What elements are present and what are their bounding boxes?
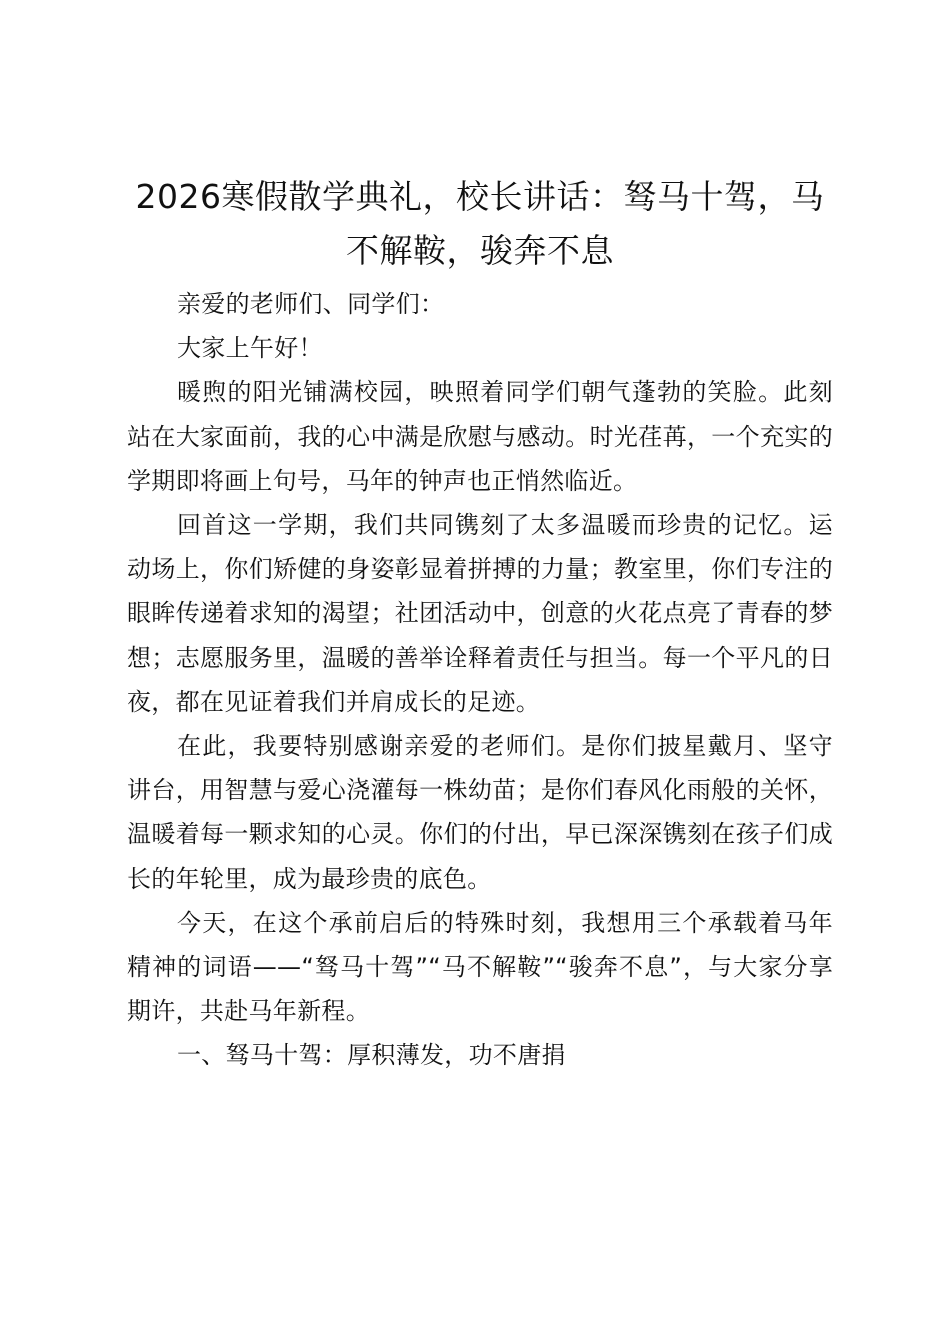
salutation: 亲爱的老师们、同学们：	[177, 290, 445, 318]
paragraph-review: 回首这一学期，我们共同镌刻了太多温暖而珍贵的记忆。运动场上，你们矫健的身姿彰显着拼搏的力量；教室里，你们专注的眼眸传递着求知的渴望；社团活动中，创意的火花点亮了青春的梦想；志愿服务里，温暖的善举诠释着责任与担当。每一个平凡的日夜，都在见证着我们并肩成长的足迹。	[127, 511, 833, 716]
greeting: 大家上午好！	[177, 334, 323, 363]
document-page	[127, 170, 833, 1078]
paragraph-theme: 今天，在这个承前启后的特殊时刻，我想用三个承载着马年精神的词语——“驽马十驾”“马不解鞍”“骏奔不息”，与大家分享期许，共赴马年新程。	[127, 908, 833, 1026]
section-heading: 一、驽马十驾：厚积薄发，功不唐捐	[177, 1041, 566, 1070]
paragraph-thanks: 在此，我要特别感谢亲爱的老师们。是你们披星戴月、坚守讲台，用智慧与爱心浇灌每一株幼苗；是你们春风化雨般的关怀，温暖着每一颗求知的心灵。你们的付出，早已深深镌刻在孩子们成长的年轮里，成为最珍贵的底色。	[127, 732, 833, 893]
paragraph-opening: 暖煦的阳光铺满校园，映照着同学们朝气蓬勃的笑脸。此刻站在大家面前，我的心中满是欣慰与感动。时光荏苒，一个充实的学期即将画上句号，马年的钟声也正悄然临近。	[127, 378, 833, 495]
document-title: 2026寒假散学典礼，校长讲话：驽马十驾，马不解鞍，骏奔不息	[135, 177, 825, 270]
